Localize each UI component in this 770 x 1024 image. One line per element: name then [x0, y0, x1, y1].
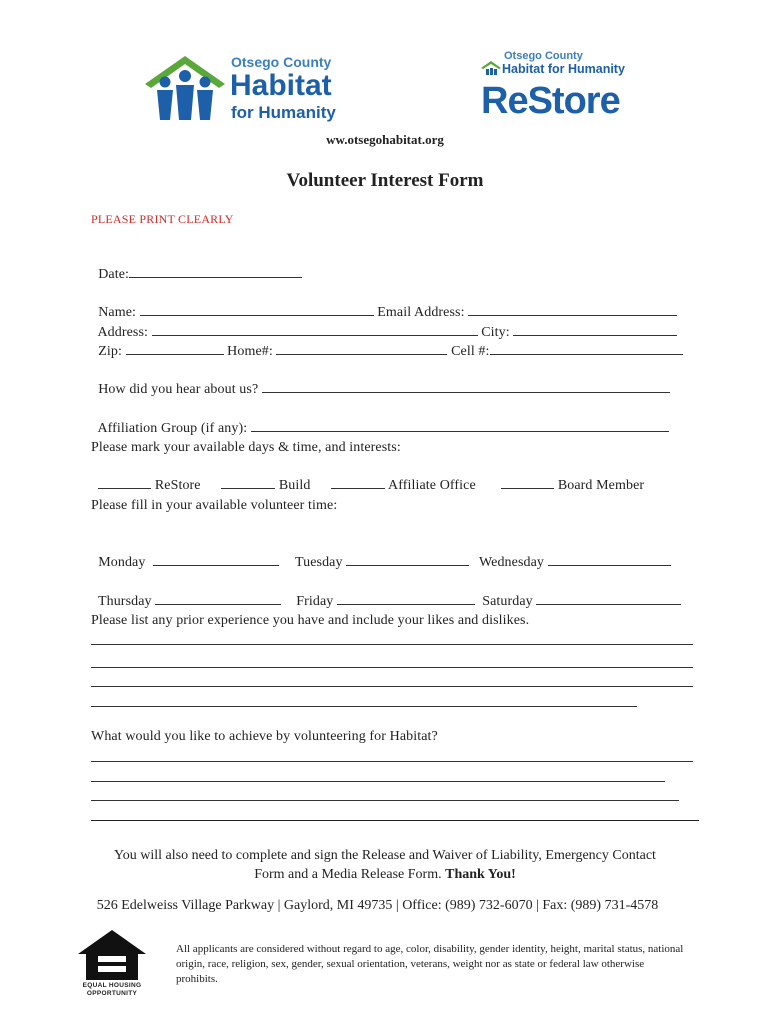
affiliate-office-checkbox-line[interactable] [331, 475, 385, 489]
wednesday-label: Wednesday [478, 555, 545, 570]
section-divider [91, 820, 699, 821]
nondiscrimination-disclaimer: All applicants are considered without regard to age, color, disability, gender identity, height, marital status, national origin, race, religion, sex, gender, sexual orientation, veterans, weight nor as state or federal law otherwise prohibits. [176, 943, 684, 985]
interests-build [214, 459, 310, 494]
form-title: Volunteer Interest Form [286, 170, 484, 191]
day-thursday [91, 575, 281, 610]
thank-you-text: Thank You! [445, 867, 516, 882]
day-tuesday [288, 536, 469, 571]
day-saturday [475, 575, 681, 610]
interest-option-board-member: Board Member [557, 478, 645, 493]
interests-prompt: Please mark your available days & time, and interests: [91, 440, 401, 455]
equal-housing-line-2: OPPORTUNITY [86, 990, 138, 997]
zip-phone-row [91, 325, 683, 360]
home-phone-label: Home#: [227, 344, 273, 359]
interest-option-affiliate-office: Affiliate Office [388, 478, 476, 493]
website-url: ww.otsegohabitat.org [326, 132, 444, 147]
friday-label: Friday [296, 594, 334, 609]
wednesday-field[interactable] [548, 552, 671, 566]
habitat-for-humanity-text: for Humanity [231, 103, 336, 122]
day-wednesday [472, 536, 671, 571]
interest-option-restore: ReStore [154, 478, 201, 493]
requirement-text-2: Form and a Media Release Form. [254, 867, 442, 882]
affiliation-row [91, 402, 669, 437]
friday-field[interactable] [337, 591, 475, 605]
equal-housing-logo [76, 928, 148, 998]
habitat-wordmark: Habitat [230, 69, 332, 102]
home-phone-field[interactable] [276, 341, 447, 355]
requirement-line-1: You will also need to complete and sign the Release and Waiver of Liability, Emergency Contact [114, 848, 656, 863]
experience-line-4[interactable] [91, 693, 637, 707]
interests-office [324, 459, 476, 494]
requirement-line-2 [0, 865, 770, 884]
date-field[interactable] [129, 264, 302, 278]
zip-label: Zip: [98, 344, 122, 359]
habitat-county-text: Otsego County [231, 54, 332, 70]
achieve-line-1[interactable] [91, 748, 693, 762]
achieve-line-2[interactable] [91, 768, 665, 782]
equal-housing-icon [76, 928, 148, 980]
tuesday-field[interactable] [346, 552, 469, 566]
day-friday [289, 575, 475, 610]
address-label: Address: [97, 325, 149, 340]
experience-line-2[interactable] [91, 654, 693, 668]
name-label: Name: [98, 305, 137, 320]
thursday-field[interactable] [155, 591, 281, 605]
requirement-note [0, 846, 770, 884]
zip-field[interactable] [126, 341, 224, 355]
date-row [91, 248, 302, 283]
volunteer-time-prompt: Please fill in your available volunteer time: [91, 498, 338, 513]
habitat-house-icon [143, 52, 227, 124]
tuesday-label: Tuesday [294, 555, 343, 570]
saturday-label: Saturday [482, 594, 533, 609]
cell-phone-label: Cell #: [451, 344, 490, 359]
restore-habitat-text: Habitat for Humanity [502, 62, 625, 76]
restore-checkbox-line[interactable] [98, 475, 151, 489]
interest-option-build: Build [278, 478, 311, 493]
equal-housing-line-1: EQUAL HOUSING [82, 982, 142, 989]
restore-wordmark: ReStore [481, 80, 620, 122]
thursday-label: Thursday [97, 594, 152, 609]
equal-housing-text [76, 982, 148, 998]
contact-address: 526 Edelweiss Village Parkway | Gaylord, MI 49735 | Office: (989) 732-6070 | Fax: (989) 731-4578 [96, 898, 659, 913]
cell-phone-field[interactable] [490, 341, 683, 355]
date-label: Date: [98, 267, 130, 282]
email-label: Email Address: [377, 305, 465, 320]
restore-logo [480, 50, 640, 126]
board-member-checkbox-line[interactable] [501, 475, 554, 489]
hear-about-label: How did you hear about us? [98, 382, 259, 397]
achieve-prompt: What would you like to achieve by volunteering for Habitat? [91, 729, 438, 744]
habitat-logo [143, 52, 343, 126]
achieve-line-3[interactable] [91, 787, 679, 801]
saturday-field[interactable] [536, 591, 681, 605]
experience-prompt: Please list any prior experience you have and include your likes and dislikes. [91, 613, 530, 628]
day-monday [91, 536, 279, 571]
experience-line-1[interactable] [91, 631, 693, 645]
experience-line-3[interactable] [91, 673, 693, 687]
build-checkbox-line[interactable] [221, 475, 275, 489]
restore-county-text: Otsego County [504, 50, 583, 62]
interests-row [91, 459, 201, 494]
hear-about-row [91, 363, 670, 398]
hear-about-field[interactable] [262, 379, 670, 393]
affiliation-field[interactable] [251, 418, 669, 432]
restore-house-icon [480, 60, 502, 76]
interests-board [494, 459, 644, 494]
monday-label: Monday [98, 555, 146, 570]
affiliation-label: Affiliation Group (if any): [97, 421, 248, 436]
monday-field[interactable] [153, 552, 279, 566]
print-clearly-note: PLEASE PRINT CLEARLY [91, 212, 234, 226]
city-label: City: [481, 325, 510, 340]
